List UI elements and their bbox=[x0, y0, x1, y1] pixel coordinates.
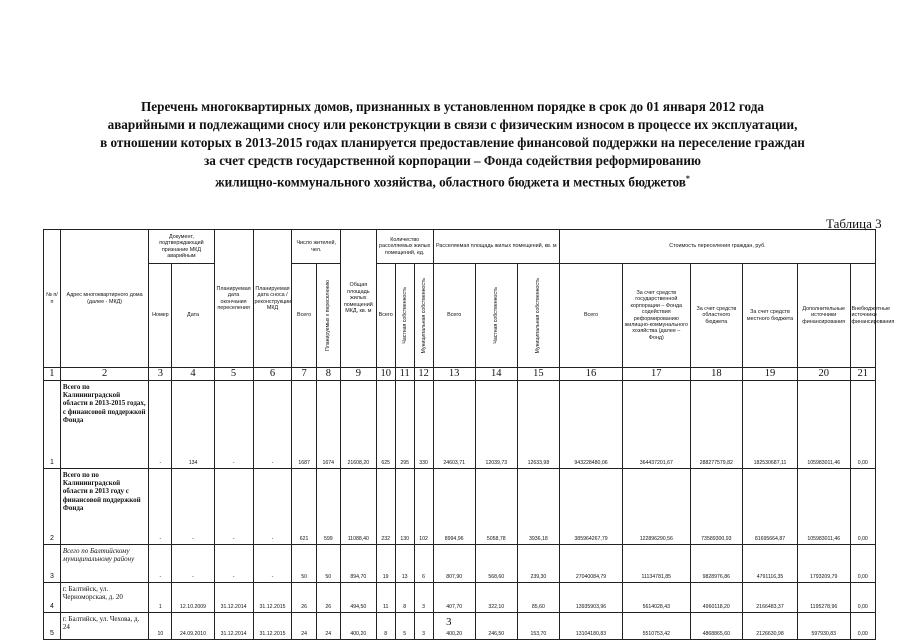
header-residents-planned-text: Планируемых к переселению bbox=[325, 279, 332, 352]
column-number: 2 bbox=[60, 368, 148, 381]
row-cell: 8994,96 bbox=[433, 469, 475, 545]
row-number: 2 bbox=[44, 469, 61, 545]
header-address: Адрес многоквартирного дома (далее - МКД) bbox=[60, 230, 148, 368]
row-cell: 13935903,96 bbox=[559, 583, 622, 613]
row-cell: 31.12.2015 bbox=[253, 583, 292, 613]
title-line: за счет средств государственной корпорации – Фонда содействия реформированию bbox=[204, 153, 701, 168]
row-cell: 12039,73 bbox=[475, 381, 517, 469]
row-cell: 568,60 bbox=[475, 545, 517, 583]
column-number-row bbox=[44, 368, 876, 381]
row-cell: 0,00 bbox=[850, 583, 875, 613]
header-area-private-text: Частная собственность bbox=[493, 287, 500, 344]
row-address: Всего по Калининградской области в 2013-2015 годах, с финансовой поддержкой Фонда bbox=[60, 381, 148, 469]
row-cell: 494,50 bbox=[340, 583, 376, 613]
header-planned-demolition: Планируемая дата сноса / реконструкции МКД bbox=[253, 230, 292, 368]
row-cell: - bbox=[172, 545, 214, 583]
row-cell: 246,50 bbox=[475, 613, 517, 640]
row-cell: 8 bbox=[376, 613, 395, 640]
column-number: 20 bbox=[797, 368, 850, 381]
table-label: Таблица 3 bbox=[826, 216, 882, 231]
column-number: 6 bbox=[253, 368, 292, 381]
column-number: 9 bbox=[340, 368, 376, 381]
row-cell: 407,70 bbox=[433, 583, 475, 613]
row-cell: 12.10.2009 bbox=[172, 583, 214, 613]
row-cell: 81695664,87 bbox=[743, 469, 798, 545]
row-cell: 364437201,67 bbox=[623, 381, 690, 469]
page-number: 3 bbox=[446, 616, 452, 628]
row-cell: 4960118,20 bbox=[690, 583, 743, 613]
row-cell: 9828976,86 bbox=[690, 545, 743, 583]
column-number: 7 bbox=[292, 368, 316, 381]
row-cell: 288277579,82 bbox=[690, 381, 743, 469]
title-line: Перечень многоквартирных домов, признанных в установленном порядке в срок до 01 января 2012 года bbox=[141, 99, 764, 114]
column-number: 3 bbox=[149, 368, 172, 381]
row-cell: 122896290,56 bbox=[623, 469, 690, 545]
header-cost-local: За счет средств местного бюджета bbox=[743, 264, 798, 368]
row-cell: 2166483,37 bbox=[743, 583, 798, 613]
row-number: 4 bbox=[44, 583, 61, 613]
row-cell: 0,00 bbox=[850, 381, 875, 469]
header-doc-group: Документ, подтверждающий признание МКД аварийным bbox=[149, 230, 214, 264]
row-cell: 102 bbox=[414, 469, 433, 545]
row-cell: 31.12.2014 bbox=[214, 583, 253, 613]
title-line-text: жилищно-коммунального хозяйства, областного бюджета и местных бюджетов bbox=[215, 174, 686, 190]
row-address: Всего по Балтийскому муниципальному району bbox=[60, 545, 148, 583]
column-number: 19 bbox=[743, 368, 798, 381]
row-address: г. Балтийск, ул. Черноморская, д. 20 bbox=[60, 583, 148, 613]
table-row bbox=[44, 381, 876, 469]
row-cell: - bbox=[253, 381, 292, 469]
row-cell: 24 bbox=[292, 613, 316, 640]
row-cell: 1687 bbox=[292, 381, 316, 469]
column-number: 1 bbox=[44, 368, 61, 381]
header-cost-regional: За счет средств областного бюджета bbox=[690, 264, 743, 368]
column-number: 10 bbox=[376, 368, 395, 381]
title-line: аварийными и подлежащими сносу или реконструкции в связи с физическим износом в процессе их эксплуатации, bbox=[107, 117, 798, 132]
row-cell: 0,00 bbox=[850, 469, 875, 545]
row-cell: 50 bbox=[292, 545, 316, 583]
row-cell: 182530687,11 bbox=[743, 381, 798, 469]
row-cell: 0,00 bbox=[850, 613, 875, 640]
row-cell: 31.12.2015 bbox=[253, 613, 292, 640]
row-cell: 5 bbox=[395, 613, 414, 640]
row-cell: 130 bbox=[395, 469, 414, 545]
column-number: 21 bbox=[850, 368, 875, 381]
header-residents-group: Число жителей, чел. bbox=[292, 230, 340, 264]
table-row bbox=[44, 469, 876, 545]
header-residents-total: Всего bbox=[292, 264, 316, 368]
header-cost-additional: Дополнительные источники финансирования bbox=[797, 264, 850, 368]
row-cell: 24 bbox=[316, 613, 340, 640]
row-cell: 322,10 bbox=[475, 583, 517, 613]
row-cell: 385964267,79 bbox=[559, 469, 622, 545]
row-address: г. Балтийск, ул. Чехова, д. 24 bbox=[60, 613, 148, 640]
row-cell: 153,70 bbox=[517, 613, 559, 640]
table-row bbox=[44, 613, 876, 640]
row-cell: 21608,20 bbox=[340, 381, 376, 469]
row-cell: - bbox=[149, 381, 172, 469]
row-cell: 13 bbox=[395, 545, 414, 583]
row-cell: 5614028,43 bbox=[623, 583, 690, 613]
row-cell: 597930,83 bbox=[797, 613, 850, 640]
row-cell: - bbox=[214, 381, 253, 469]
row-cell: 19 bbox=[376, 545, 395, 583]
column-number: 14 bbox=[475, 368, 517, 381]
header-total-area: Общая площадь жилых помещений МКД, кв. м bbox=[340, 230, 376, 368]
header-premises-municipal-text: Муниципальная собственность bbox=[420, 277, 427, 354]
row-cell: 105983011,46 bbox=[797, 469, 850, 545]
row-cell: 24603,71 bbox=[433, 381, 475, 469]
row-cell: 621 bbox=[292, 469, 316, 545]
row-cell: - bbox=[214, 545, 253, 583]
header-area-private bbox=[475, 264, 517, 368]
row-cell: - bbox=[149, 469, 172, 545]
table-row bbox=[44, 583, 876, 613]
row-cell: 11 bbox=[376, 583, 395, 613]
document-title bbox=[30, 98, 875, 191]
row-cell: 3 bbox=[414, 613, 433, 640]
column-number: 4 bbox=[172, 368, 214, 381]
header-area-municipal bbox=[517, 264, 559, 368]
title-line bbox=[30, 170, 875, 191]
header-area-municipal-text: Муниципальная собственность bbox=[535, 277, 542, 354]
column-number: 5 bbox=[214, 368, 253, 381]
row-cell: 3936,18 bbox=[517, 469, 559, 545]
row-cell: 134 bbox=[172, 381, 214, 469]
row-cell: 4868865,60 bbox=[690, 613, 743, 640]
column-number: 16 bbox=[559, 368, 622, 381]
header-cost-total: Всего bbox=[559, 264, 622, 368]
row-cell: 239,30 bbox=[517, 545, 559, 583]
row-cell: 13104180,83 bbox=[559, 613, 622, 640]
row-cell: 894,70 bbox=[340, 545, 376, 583]
row-cell: 73589300,93 bbox=[690, 469, 743, 545]
row-cell: 24.09.2010 bbox=[172, 613, 214, 640]
row-number: 1 bbox=[44, 381, 61, 469]
houses-table bbox=[43, 229, 895, 640]
row-address: Всего по по Калининградской области в 2013 году с финансовой поддержкой Фонда bbox=[60, 469, 148, 545]
row-cell: 807,90 bbox=[433, 545, 475, 583]
row-cell: 85,60 bbox=[517, 583, 559, 613]
row-cell: 5058,78 bbox=[475, 469, 517, 545]
row-cell: 1793209,79 bbox=[797, 545, 850, 583]
row-cell: 11134781,85 bbox=[623, 545, 690, 583]
row-cell: 5510753,42 bbox=[623, 613, 690, 640]
header-num: № п/п bbox=[44, 230, 61, 368]
row-cell: - bbox=[172, 469, 214, 545]
row-cell: 0,00 bbox=[850, 545, 875, 583]
column-number: 17 bbox=[623, 368, 690, 381]
header-premises-total: Всего bbox=[376, 264, 395, 368]
header-cost-fund: За счет средств государственной корпорации – Фонда содействия реформированию жилищно-коммунального хозяйства (далее – Фонд) bbox=[623, 264, 690, 368]
row-cell: 10 bbox=[149, 613, 172, 640]
footnote-mark: * bbox=[685, 174, 690, 183]
table-body bbox=[44, 381, 876, 640]
header-planned-end: Планируемая дата окончания переселения bbox=[214, 230, 253, 368]
row-cell: 599 bbox=[316, 469, 340, 545]
header-area-group: Расселяемая площадь жилых помещений, кв. м bbox=[433, 230, 559, 264]
header-cost-offbudget: Внебюджетные источники финансирования bbox=[850, 264, 875, 368]
row-cell: 400,20 bbox=[340, 613, 376, 640]
column-number: 12 bbox=[414, 368, 433, 381]
column-number: 8 bbox=[316, 368, 340, 381]
row-cell: 50 bbox=[316, 545, 340, 583]
row-cell: 26 bbox=[316, 583, 340, 613]
row-cell: 1674 bbox=[316, 381, 340, 469]
row-cell: - bbox=[149, 545, 172, 583]
column-number: 18 bbox=[690, 368, 743, 381]
header-premises-private bbox=[395, 264, 414, 368]
row-cell: - bbox=[253, 469, 292, 545]
row-cell: 3 bbox=[414, 583, 433, 613]
header-area-total: Всего bbox=[433, 264, 475, 368]
header-premises-municipal bbox=[414, 264, 433, 368]
row-cell: - bbox=[214, 469, 253, 545]
row-cell: 1 bbox=[149, 583, 172, 613]
header-residents-planned bbox=[316, 264, 340, 368]
title-line: в отношении которых в 2013-2015 годах планируется предоставление финансовой поддержки на переселение граждан bbox=[100, 135, 805, 150]
header-doc-number: Номер bbox=[149, 264, 172, 368]
row-number: 5 bbox=[44, 613, 61, 640]
row-cell: 105983011,46 bbox=[797, 381, 850, 469]
row-cell: 4791116,35 bbox=[743, 545, 798, 583]
header-cost-group: Стоимость переселения граждан, руб. bbox=[559, 230, 875, 264]
table-row bbox=[44, 545, 876, 583]
header-row-groups bbox=[44, 230, 876, 264]
row-cell: 31.12.2014 bbox=[214, 613, 253, 640]
row-cell: 295 bbox=[395, 381, 414, 469]
row-cell: 12633,98 bbox=[517, 381, 559, 469]
header-premises-private-text: Частная собственность bbox=[401, 287, 408, 344]
row-cell: 2126630,98 bbox=[743, 613, 798, 640]
header-doc-date: Дата bbox=[172, 264, 214, 368]
row-cell: 330 bbox=[414, 381, 433, 469]
row-cell: 400,20 bbox=[433, 613, 475, 640]
column-number: 13 bbox=[433, 368, 475, 381]
header-row-columns bbox=[44, 264, 876, 368]
row-cell: 232 bbox=[376, 469, 395, 545]
column-number: 15 bbox=[517, 368, 559, 381]
row-cell: - bbox=[253, 545, 292, 583]
row-cell: 8 bbox=[395, 583, 414, 613]
row-cell: 26 bbox=[292, 583, 316, 613]
row-cell: 11088,40 bbox=[340, 469, 376, 545]
row-cell: 625 bbox=[376, 381, 395, 469]
row-cell: 1195278,96 bbox=[797, 583, 850, 613]
column-number: 11 bbox=[395, 368, 414, 381]
row-cell: 943228480,06 bbox=[559, 381, 622, 469]
row-cell: 27040084,79 bbox=[559, 545, 622, 583]
header-premises-group: Количество расселяемых жилых помещений, ед. bbox=[376, 230, 433, 264]
row-number: 3 bbox=[44, 545, 61, 583]
row-cell: 6 bbox=[414, 545, 433, 583]
